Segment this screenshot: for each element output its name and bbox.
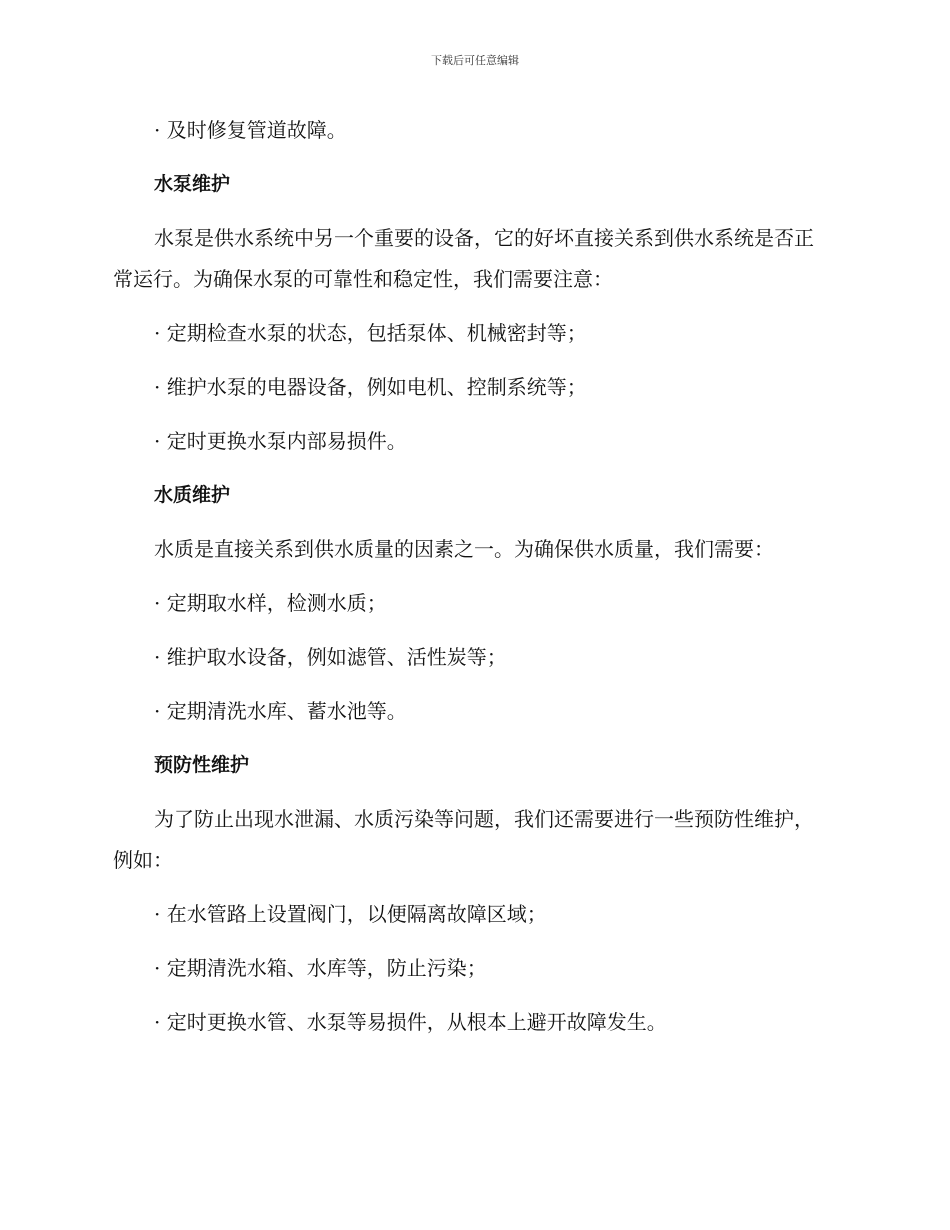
section-heading-water-quality: 水质维护 [154, 484, 231, 506]
bullet-pump-parts: · 定时更换水泵内部易损件。 [154, 429, 407, 453]
bullet-quality-equipment: · 维护取水设备，例如滤管、活性炭等； [154, 645, 507, 669]
paragraph-preventive: 为了防止出现水泄漏、水质污染等问题，我们还需要进行一些预防性维护，例如： [113, 807, 814, 872]
bullet-preventive-replace: · 定时更换水管、水泵等易损件，从根本上避开故障发生。 [154, 1010, 667, 1034]
bullet-quality-sampling: · 定期取水样，检测水质； [154, 591, 387, 615]
section-heading-pump: 水泵维护 [154, 173, 231, 195]
bullet-pump-check: · 定期检查水泵的状态，包括泵体、机械密封等； [154, 321, 587, 345]
document-body [113, 110, 833, 1056]
paragraph-pump: 水泵是供水系统中另一个重要的设备，它的好坏直接关系到供水系统是否正常运行。为确保水泵的可靠性和稳定性，我们需要注意： [113, 226, 814, 291]
paragraph-water-quality: 水质是直接关系到供水质量的因素之一。为确保供水质量，我们需要： [154, 537, 774, 561]
bullet-quality-cleaning: · 定期清洗水库、蓄水池等。 [154, 699, 407, 723]
bullet-preventive-valves: · 在水管路上设置阀门，以便隔离故障区域； [154, 902, 547, 926]
bullet-preventive-cleaning: · 定期清洗水箱、水库等，防止污染； [154, 956, 487, 980]
page-header: 下载后可任意编辑 [431, 54, 519, 67]
section-heading-preventive: 预防性维护 [154, 754, 250, 776]
bullet-pump-electrical: · 维护水泵的电器设备，例如电机、控制系统等； [154, 375, 587, 399]
bullet-repair-pipes: · 及时修复管道故障。 [154, 118, 347, 142]
